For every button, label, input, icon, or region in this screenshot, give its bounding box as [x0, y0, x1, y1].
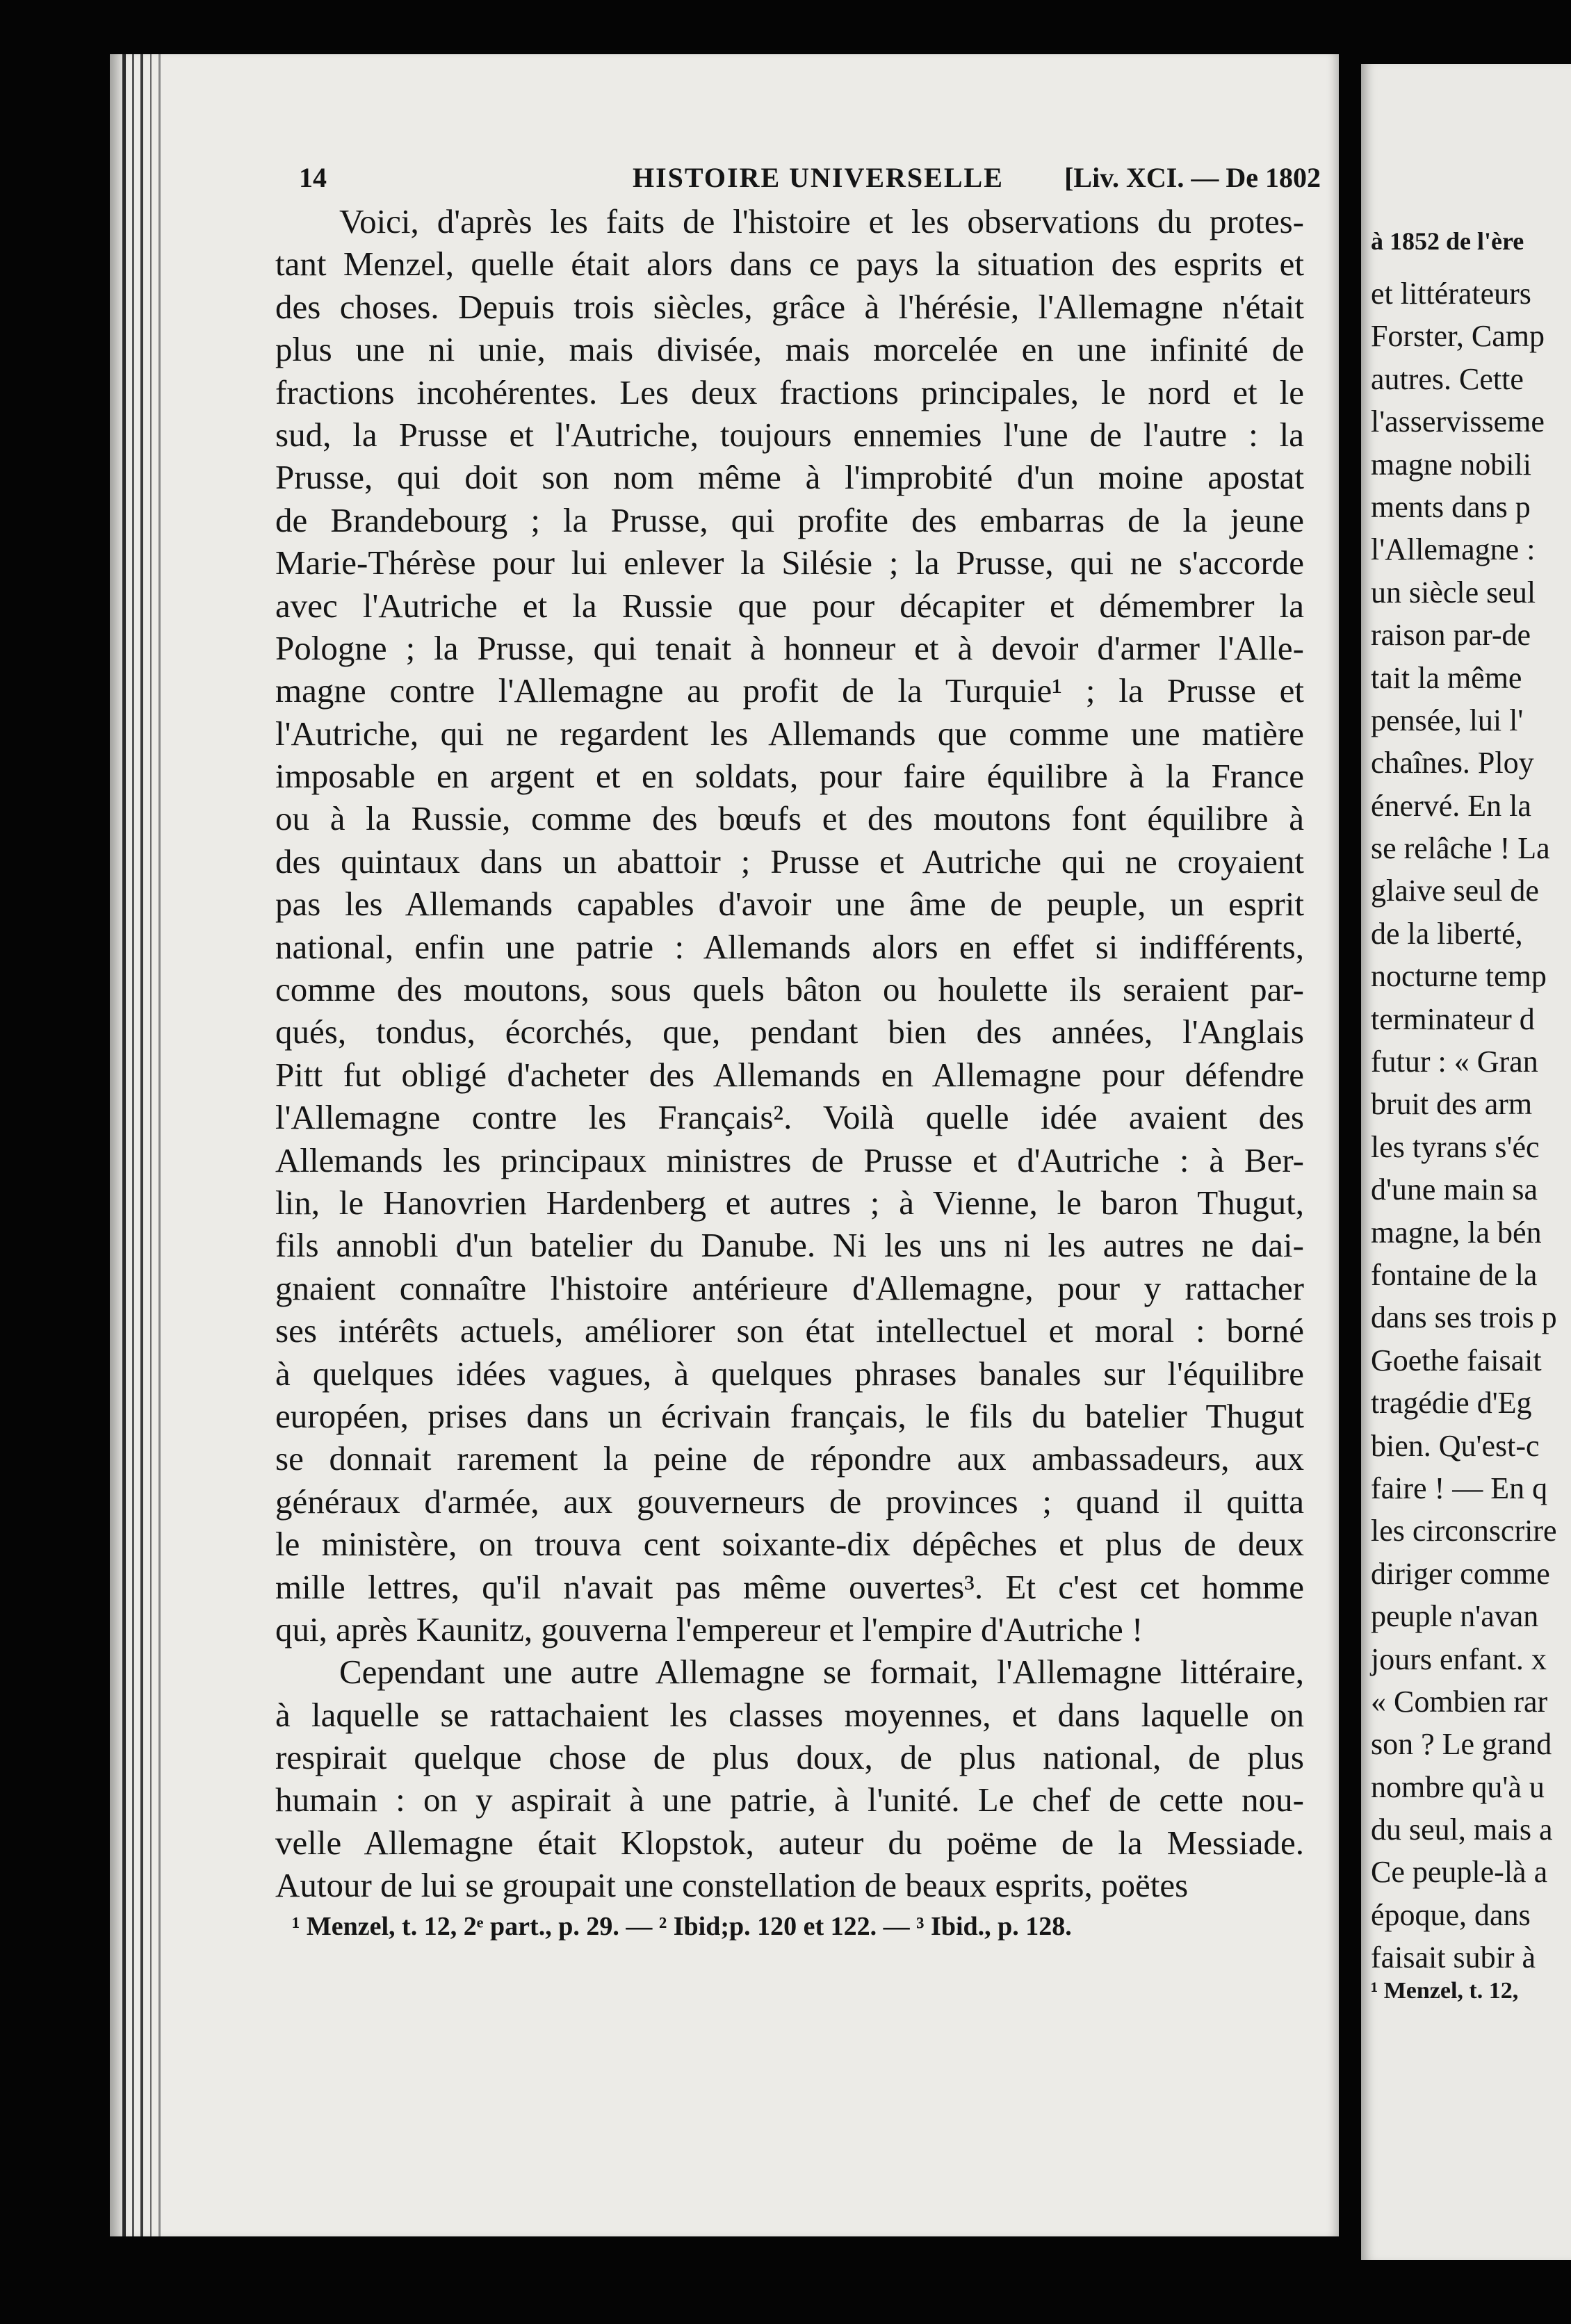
text-line: un siècle seul	[1371, 575, 1536, 609]
text-line: Voici, d'après les faits de l'histoire et les observations du protes-	[339, 202, 1304, 240]
text-line: généraux d'armée, aux gouverneurs de provinces ; quand il quitta	[275, 1482, 1304, 1521]
text-line: jours enfant. x	[1371, 1642, 1547, 1676]
text-line: mille lettres, qu'il n'avait pas même ouvertes³. Et c'est cet homme	[275, 1567, 1304, 1606]
text-line: Ce peuple-là a	[1371, 1855, 1548, 1890]
text-line: magne contre l'Allemagne au profit de la Turquie¹ ; la Prusse et	[275, 671, 1304, 710]
text-line: fontaine de la	[1371, 1257, 1538, 1292]
text-line: imposable en argent et en soldats, pour faire équilibre à la France	[275, 757, 1304, 796]
text-line: futur : « Gran	[1371, 1045, 1538, 1079]
text-line: du seul, mais a	[1371, 1812, 1553, 1847]
text-line: qui, après Kaunitz, gouverna l'empereur et l'empire d'Autriche !	[275, 1610, 1143, 1648]
text-line: l'Allemagne contre les Français². Voilà quelle idée avaient des	[275, 1098, 1304, 1137]
text-line: Cependant une autre Allemagne se formait, l'Allemagne littéraire,	[339, 1653, 1304, 1692]
text-line: nombre qu'à u	[1371, 1769, 1545, 1804]
text-line: Goethe faisait	[1371, 1343, 1542, 1377]
text-line: Pologne ; la Prusse, qui tenait à honneur et à devoir d'armer l'Alle-	[275, 628, 1304, 667]
page-edge	[122, 54, 126, 2236]
text-line: des quintaux dans un abattoir ; Prusse et Autriche qui ne croyaient	[275, 842, 1304, 881]
text-line: peuple n'avan	[1371, 1599, 1539, 1634]
text-line: le ministère, on trouva cent soixante-dix dépêches et plus de deux	[275, 1525, 1304, 1564]
right-body-text	[1371, 272, 1557, 1979]
page-edge	[150, 54, 152, 2236]
body-text	[275, 200, 1304, 1907]
text-line: bien. Qu'est-c	[1371, 1428, 1540, 1463]
section-reference: [Liv. XCI. — De 1802	[1064, 162, 1321, 193]
text-line: Forster, Camp	[1371, 319, 1545, 354]
text-line: chaînes. Ploy	[1371, 746, 1534, 780]
running-head	[299, 161, 1321, 200]
text-line: se donnait rarement la peine de répondre aux ambassadeurs, aux	[275, 1439, 1304, 1478]
text-line: énervé. En la	[1371, 788, 1531, 823]
text-line: d'une main sa	[1371, 1172, 1538, 1207]
text-line: et littérateurs	[1371, 277, 1531, 311]
text-line: national, enfin une patrie : Allemands alors en effet si indifférents,	[275, 927, 1304, 966]
text-line: avec l'Autriche et la Russie que pour décapiter et démembrer la	[275, 586, 1304, 625]
text-line: glaive seul de	[1371, 874, 1539, 908]
text-line: faire ! — En q	[1371, 1471, 1548, 1505]
text-line: européen, prises dans un écrivain français, le fils du batelier Thugut	[275, 1396, 1304, 1435]
text-line: ses intérêts actuels, améliorer son état intellectuel et moral : borné	[275, 1311, 1304, 1350]
text-line: son ? Le grand	[1371, 1727, 1552, 1762]
text-line: humain : on y aspirait à une patrie, à l'unité. Le chef de cette nou-	[275, 1781, 1304, 1819]
text-line: plus une ni unie, mais divisée, mais morcelée en une infinité de	[275, 330, 1304, 369]
text-line: sud, la Prusse et l'Autriche, toujours ennemies l'une de l'autre : la	[275, 415, 1304, 454]
text-line: les circonscrire	[1371, 1514, 1557, 1548]
text-line: Autour de lui se groupait une constellation de beaux esprits, poëtes	[275, 1866, 1189, 1905]
text-line: lin, le Hanovrien Hardenberg et autres ; à Vienne, le baron Thugut,	[275, 1183, 1304, 1222]
text-line: gnaient connaître l'histoire antérieure d'Allemagne, pour y rattacher	[275, 1268, 1304, 1307]
text-line: autres. Cette	[1371, 361, 1524, 396]
text-line: magne, la bén	[1371, 1215, 1542, 1250]
text-line: tragédie d'Eg	[1371, 1386, 1532, 1421]
text-line: pensée, lui l'	[1371, 703, 1524, 737]
text-line: nocturne temp	[1371, 959, 1547, 994]
text-line: les tyrans s'éc	[1371, 1129, 1540, 1164]
text-line: Allemands les principaux ministres de Prusse et d'Autriche : à Ber-	[275, 1140, 1304, 1179]
text-line: de la liberté,	[1371, 916, 1523, 951]
text-line: des choses. Depuis trois siècles, grâce à l'hérésie, l'Allemagne n'était	[275, 287, 1304, 326]
footnotes: ¹ Menzel, t. 12, 2ᵉ part., p. 29. — ² Ibid;p. 120 et 122. — ³ Ibid., p. 128.	[292, 1912, 1072, 1941]
text-line: dans ses trois p	[1371, 1300, 1557, 1335]
page-edge	[132, 54, 134, 2236]
page-edge	[158, 54, 161, 2236]
text-line: l'Autriche, qui ne regardent les Allemands que comme une matière	[275, 714, 1304, 753]
text-line: l'Allemagne :	[1371, 532, 1536, 567]
text-line: bruit des arm	[1371, 1087, 1533, 1122]
text-line: pas les Allemands capables d'avoir une âme de peuple, un esprit	[275, 885, 1304, 924]
text-line: ou à la Russie, comme des bœufs et des moutons font équilibre à	[275, 799, 1304, 838]
right-page	[1361, 64, 1571, 2260]
text-line: respirait quelque chose de plus doux, de plus national, de plus	[275, 1738, 1304, 1777]
text-line: raison par-de	[1371, 618, 1531, 653]
text-line: magne nobili	[1371, 447, 1531, 482]
text-line: à laquelle se rattachaient les classes moyennes, et dans laquelle on	[275, 1695, 1304, 1734]
text-line: Pitt fut obligé d'acheter des Allemands en Allemagne pour défendre	[275, 1055, 1304, 1094]
text-line: époque, dans	[1371, 1897, 1531, 1932]
text-line: velle Allemagne était Klopstok, auteur du poëme de la Messiade.	[275, 1823, 1304, 1862]
right-footnote: ¹ Menzel, t. 12,	[1371, 1978, 1519, 2004]
text-line: l'asservisseme	[1371, 404, 1545, 439]
text-line: fils annobli d'un batelier du Danube. Ni les uns ni les autres ne dai-	[275, 1226, 1304, 1265]
page-edge	[140, 54, 143, 2236]
text-line: qués, tondus, écorchés, que, pendant bien des années, l'Anglais	[275, 1013, 1304, 1051]
text-line: Prusse, qui doit son nom même à l'improbité d'un moine apostat	[275, 458, 1304, 497]
text-line: à quelques idées vagues, à quelques phrases banales sur l'équilibre	[275, 1354, 1304, 1393]
text-line: comme des moutons, sous quels bâton ou houlette ils seraient par-	[275, 970, 1304, 1009]
text-line: se relâche ! La	[1371, 831, 1550, 866]
text-line: Marie-Thérèse pour lui enlever la Silésie ; la Prusse, qui ne s'accorde	[275, 543, 1304, 582]
text-line: tant Menzel, quelle était alors dans ce pays la situation des esprits et	[275, 245, 1304, 284]
running-title: HISTOIRE UNIVERSELLE	[633, 162, 1004, 193]
text-line: ments dans p	[1371, 489, 1531, 524]
text-line: faisait subir à	[1371, 1940, 1536, 1975]
text-line: « Combien rar	[1371, 1684, 1548, 1719]
right-running-head: à 1852 de l'ère	[1371, 227, 1524, 255]
text-line: fractions incohérentes. Les deux fractions principales, le nord et le	[275, 373, 1304, 411]
page-number: 14	[299, 162, 327, 193]
text-line: diriger comme	[1371, 1556, 1550, 1591]
text-line: terminateur d	[1371, 1001, 1535, 1036]
text-line: tait la même	[1371, 660, 1522, 695]
text-line: de Brandebourg ; la Prusse, qui profite des embarras de la jeune	[275, 500, 1304, 539]
